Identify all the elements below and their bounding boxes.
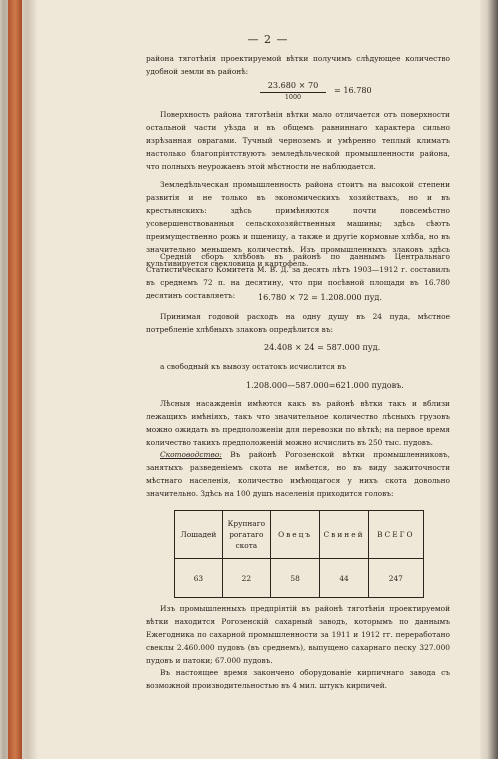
fraction-result: = 16.780 xyxy=(334,85,372,95)
table-header: Крупнаго рогатаго скота xyxy=(222,511,270,559)
formula-fraction xyxy=(260,80,326,102)
surface-paragraph: Поверхность района тяготѣнія вѣтки мало отличается отъ поверхности остальной части уѣзда и въ общемъ равниннаго характера сильно изрѣзанная оврагами. Тучный черноземъ и умѣренно теплый климатъ настолько благопріятствуютъ земледѣльческой промышленности района, что полныхъ неурожаевъ этой мѣстности не наблюдается. xyxy=(146,110,450,172)
livestock-text: Въ районѣ Рогозенской вѣтки промышленниковъ, занятыхъ разведеніемъ скота не имѣется, но въ виду зажиточности мѣстнаго населенія, количество имѣющагося у нихъ скота довольно значительно. Здѣсь на 100 душъ населенія приходится головъ: xyxy=(146,450,450,499)
livestock-table xyxy=(174,510,424,598)
harvest-paragraph: Средній сборъ хлѣбовъ въ районѣ по даннымъ Центральнаго Статистическаго Комитета М. В. Д. за десять лѣтъ 1903—1912 г. составилъ въ среднемъ 72 п. на десятину, что при посѣвной площади въ 16.780 десятинъ составляетъ: xyxy=(146,252,450,301)
intro-paragraph: района тяготѣнія проектируемой вѣтки получимъ слѣдующее количество удобной земли въ районѣ: xyxy=(146,54,450,77)
fraction-numerator: 23.680 × 70 xyxy=(260,80,326,93)
table-header: Овецъ xyxy=(270,511,320,559)
table-cell: 63 xyxy=(175,559,223,598)
harvest-formula: 16.780 × 72 = 1.208.000 пуд. xyxy=(258,292,382,302)
consumption-formula: 24.408 × 24 = 587.000 пуд. xyxy=(264,342,381,352)
page-right-edge xyxy=(480,0,498,759)
table-header: Лошадей xyxy=(175,511,223,559)
industry-paragraph: Изъ промышленныхъ предпріятій въ районѣ тяготѣнія проектируемой вѣтки находится Рогозенскій сахарный заводъ, которымъ по даннымъ Ежегодника по сахарной промышленности за 1911 и 1912 гг. переработано свеклы 2.460.000 пудовъ (въ среднемъ), выпущено сахарнаго песку 327.000 пудовъ и патоки; 67.000 пудовъ. xyxy=(146,604,450,666)
table-header: Свиней xyxy=(320,511,368,559)
export-formula: 1.208.000—587.000=621.000 пудовъ. xyxy=(246,380,404,390)
fraction-denominator: 1000 xyxy=(284,93,302,101)
table-header: ВСЕГО xyxy=(368,511,423,559)
consumption-paragraph: Принимая годовой расходъ на одну душу въ 24 пуда, мѣстное потребленіе хлѣбныхъ злаковъ опредѣлится въ: xyxy=(146,312,450,335)
table-row xyxy=(175,559,424,598)
livestock-heading: Скотоводство: xyxy=(160,450,222,459)
table-cell: 247 xyxy=(368,559,423,598)
forest-paragraph: Лѣсныя насажденія имѣются какъ въ районѣ вѣтки такъ и вблизи лежащихъ имѣніяхъ, такъ что значительное количество лѣсныхъ грузовъ можно ожидать въ предположеніи для перевозки по вѣткѣ; на первое время количество такихъ предположеній можно исчислить въ 250 тыс. пудовъ. xyxy=(146,399,450,448)
document-page xyxy=(28,0,480,759)
page-number: — 2 — xyxy=(247,33,289,46)
livestock-paragraph xyxy=(146,448,450,500)
binding-stripe xyxy=(8,0,22,759)
table-cell: 58 xyxy=(270,559,320,598)
table-cell: 22 xyxy=(222,559,270,598)
export-paragraph: а свободный къ вывозу остатокъ исчислится въ xyxy=(160,362,347,371)
table-header-row xyxy=(175,511,424,559)
brick-paragraph: Въ настоящее время закончено оборудованіе кирпичнаго завода съ возможной производительностью въ 4 мил. штукъ кирпичей. xyxy=(146,668,450,691)
table-cell: 44 xyxy=(320,559,368,598)
agriculture-paragraph: Земледѣльческая промышленность района стоитъ на высокой степени развитія и не только въ экономическихъ хозяйствахъ, но и въ крестьянскихъ: здѣсь примѣняются почти повсемѣстно усовершенствованныя сельскохозяйственныя машины; здѣсь сѣютъ преимущественно рожь и пшеницу, а также и другіе кормовые хлѣба, но въ значительно меньшемъ количествѣ. Изъ промышленныхъ злаковъ здѣсь культивируется свекловица и картофель. xyxy=(146,180,450,268)
